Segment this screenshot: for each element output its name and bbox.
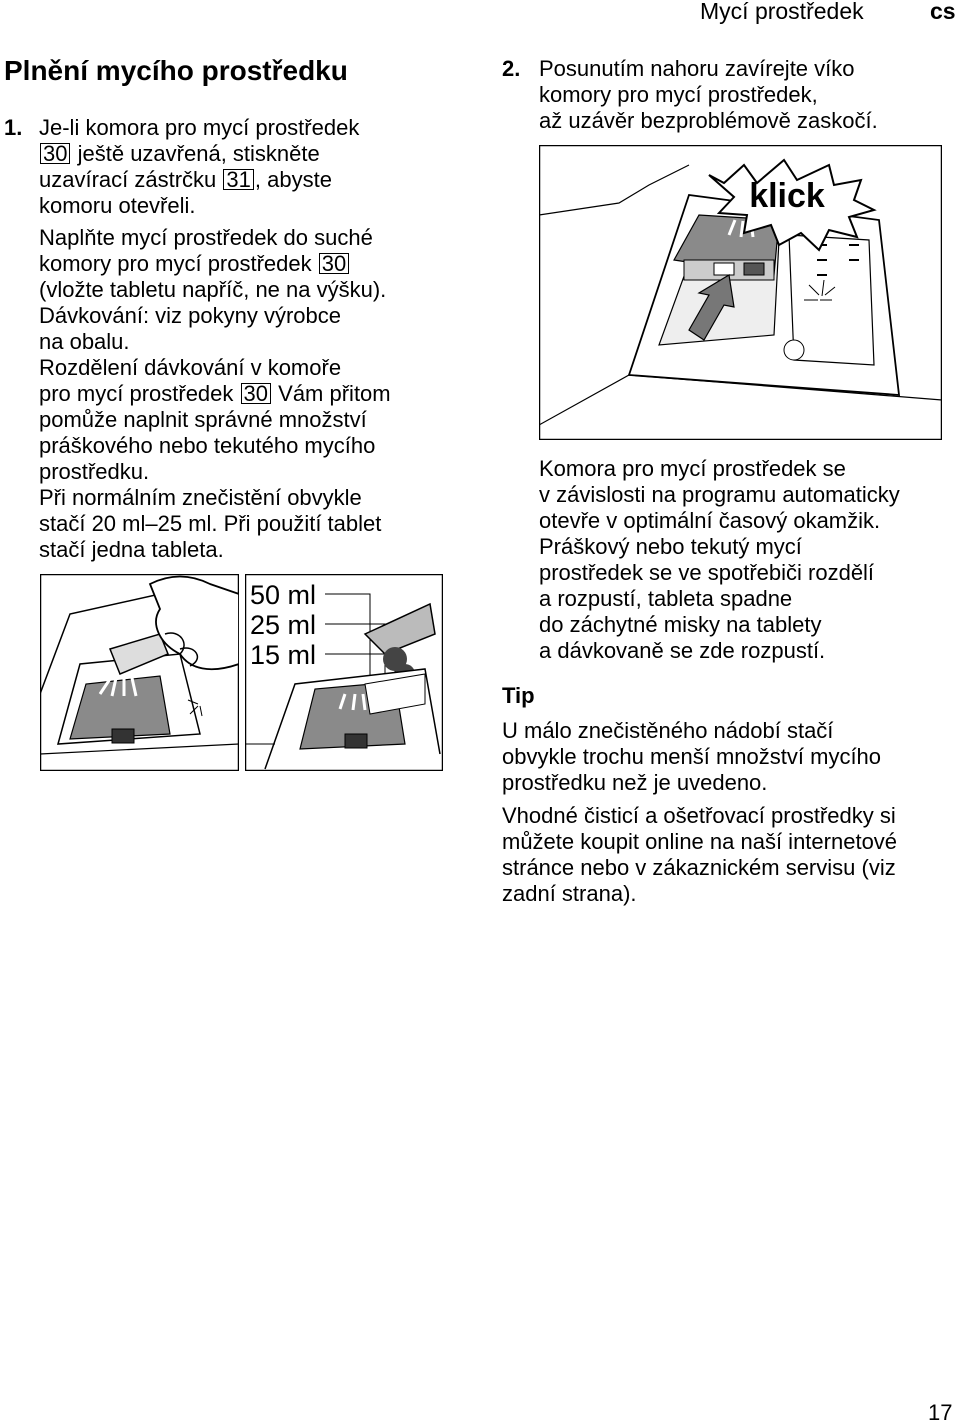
klick-label: klick: [749, 177, 825, 215]
step-1-line-text: pro mycí prostředek: [39, 381, 234, 406]
step-1-line: práškového nebo tekutého mycího: [39, 433, 376, 458]
step-1-number: 1.: [4, 115, 23, 140]
tip-line: prostředku než je uvedeno.: [502, 770, 768, 795]
reference-box: 30: [241, 383, 271, 404]
info-paragraph: [539, 456, 900, 664]
tip-line: stránce nebo v zákaznickém servisu (viz: [502, 855, 896, 880]
step-2-line: komory pro mycí prostředek,: [539, 82, 818, 107]
info-line: a dávkovaně se zde rozpustí.: [539, 638, 826, 663]
running-header-title: Mycí prostředek: [700, 0, 864, 24]
reference-box: 30: [40, 143, 70, 164]
step-2-number: 2.: [502, 56, 521, 81]
step-1-line: [39, 141, 391, 167]
dosage-markings-illustration: [245, 574, 443, 771]
info-line: do záchytné misky na tablety: [539, 612, 822, 637]
reference-box: 30: [319, 253, 349, 274]
tip-paragraph-1: [502, 718, 881, 796]
info-line: Komora pro mycí prostředek se: [539, 456, 846, 481]
tip-paragraph-2: [502, 803, 897, 907]
dosage-label-50: 50 ml: [250, 580, 317, 610]
step-2-line: až uzávěr bezproblémově zaskočí.: [539, 108, 878, 133]
dosage-label-25: 25 ml: [250, 610, 317, 640]
step-1-line: Dávkování: viz pokyny výrobce: [39, 303, 342, 328]
step-1-line: Rozdělení dávkování v komoře: [39, 355, 342, 380]
info-line: prostředek se ve spotřebiči rozdělí: [539, 560, 875, 585]
step-1-line: stačí jedna tableta.: [39, 537, 224, 562]
running-header-lang: cs: [930, 0, 956, 24]
tip-heading: Tip: [502, 683, 535, 708]
info-line: otevře v optimální časový okamžik.: [539, 508, 881, 533]
step-2-text: [539, 56, 878, 134]
step-1-line-text: komory pro mycí prostředek: [39, 251, 312, 276]
dosage-label-15: 15 ml: [250, 640, 317, 670]
step-1-line-text: Vám přitom: [278, 381, 391, 406]
step-1-line: [39, 381, 391, 407]
step-1-line: [39, 251, 391, 277]
step-1-line: stačí 20 ml–25 ml. Při použití tablet: [39, 511, 382, 536]
tip-line: můžete koupit online na naší internetové: [502, 829, 898, 854]
step-1-line: [39, 167, 391, 193]
info-line: a rozpustí, tableta spadne: [539, 586, 793, 611]
close-lid-illustration: [539, 145, 942, 440]
step-1-line: na obalu.: [39, 329, 130, 354]
info-line: v závislosti na programu automaticky: [539, 482, 900, 507]
step-1-line: prostředku.: [39, 459, 150, 484]
section-heading: Plnění mycího prostředku: [4, 55, 348, 86]
tip-line: obvykle trochu menší množství mycího: [502, 744, 882, 769]
tip-line: Vhodné čisticí a ošetřovací prostředky si: [502, 803, 896, 828]
step-1-line: Je-li komora pro mycí prostředek: [39, 115, 360, 140]
step-1-line-text: ještě uzavřená, stiskněte: [77, 141, 320, 166]
step-1-line-text: uzavírací zástrčku: [39, 167, 217, 192]
tip-line: U málo znečistěného nádobí stačí: [502, 718, 834, 743]
step-1-line: Naplňte mycí prostředek do suché: [39, 225, 373, 250]
step-1-line: Při normálním znečistění obvykle: [39, 485, 362, 510]
tablet-insert-illustration: [40, 574, 239, 771]
reference-box: 31: [223, 169, 253, 190]
tip-line: zadní strana).: [502, 881, 637, 906]
step-1-text: [39, 115, 391, 563]
step-1-line: komoru otevřeli.: [39, 193, 196, 218]
page-number: 17: [928, 1400, 953, 1425]
step-1-line-text: , abyste: [254, 167, 332, 192]
info-line: Práškový nebo tekutý mycí: [539, 534, 802, 559]
step-1-line: (vložte tabletu napříč, ne na výšku).: [39, 277, 387, 302]
step-1-line: pomůže naplnit správné množství: [39, 407, 367, 432]
step-2-line: Posunutím nahoru zavírejte víko: [539, 56, 855, 81]
